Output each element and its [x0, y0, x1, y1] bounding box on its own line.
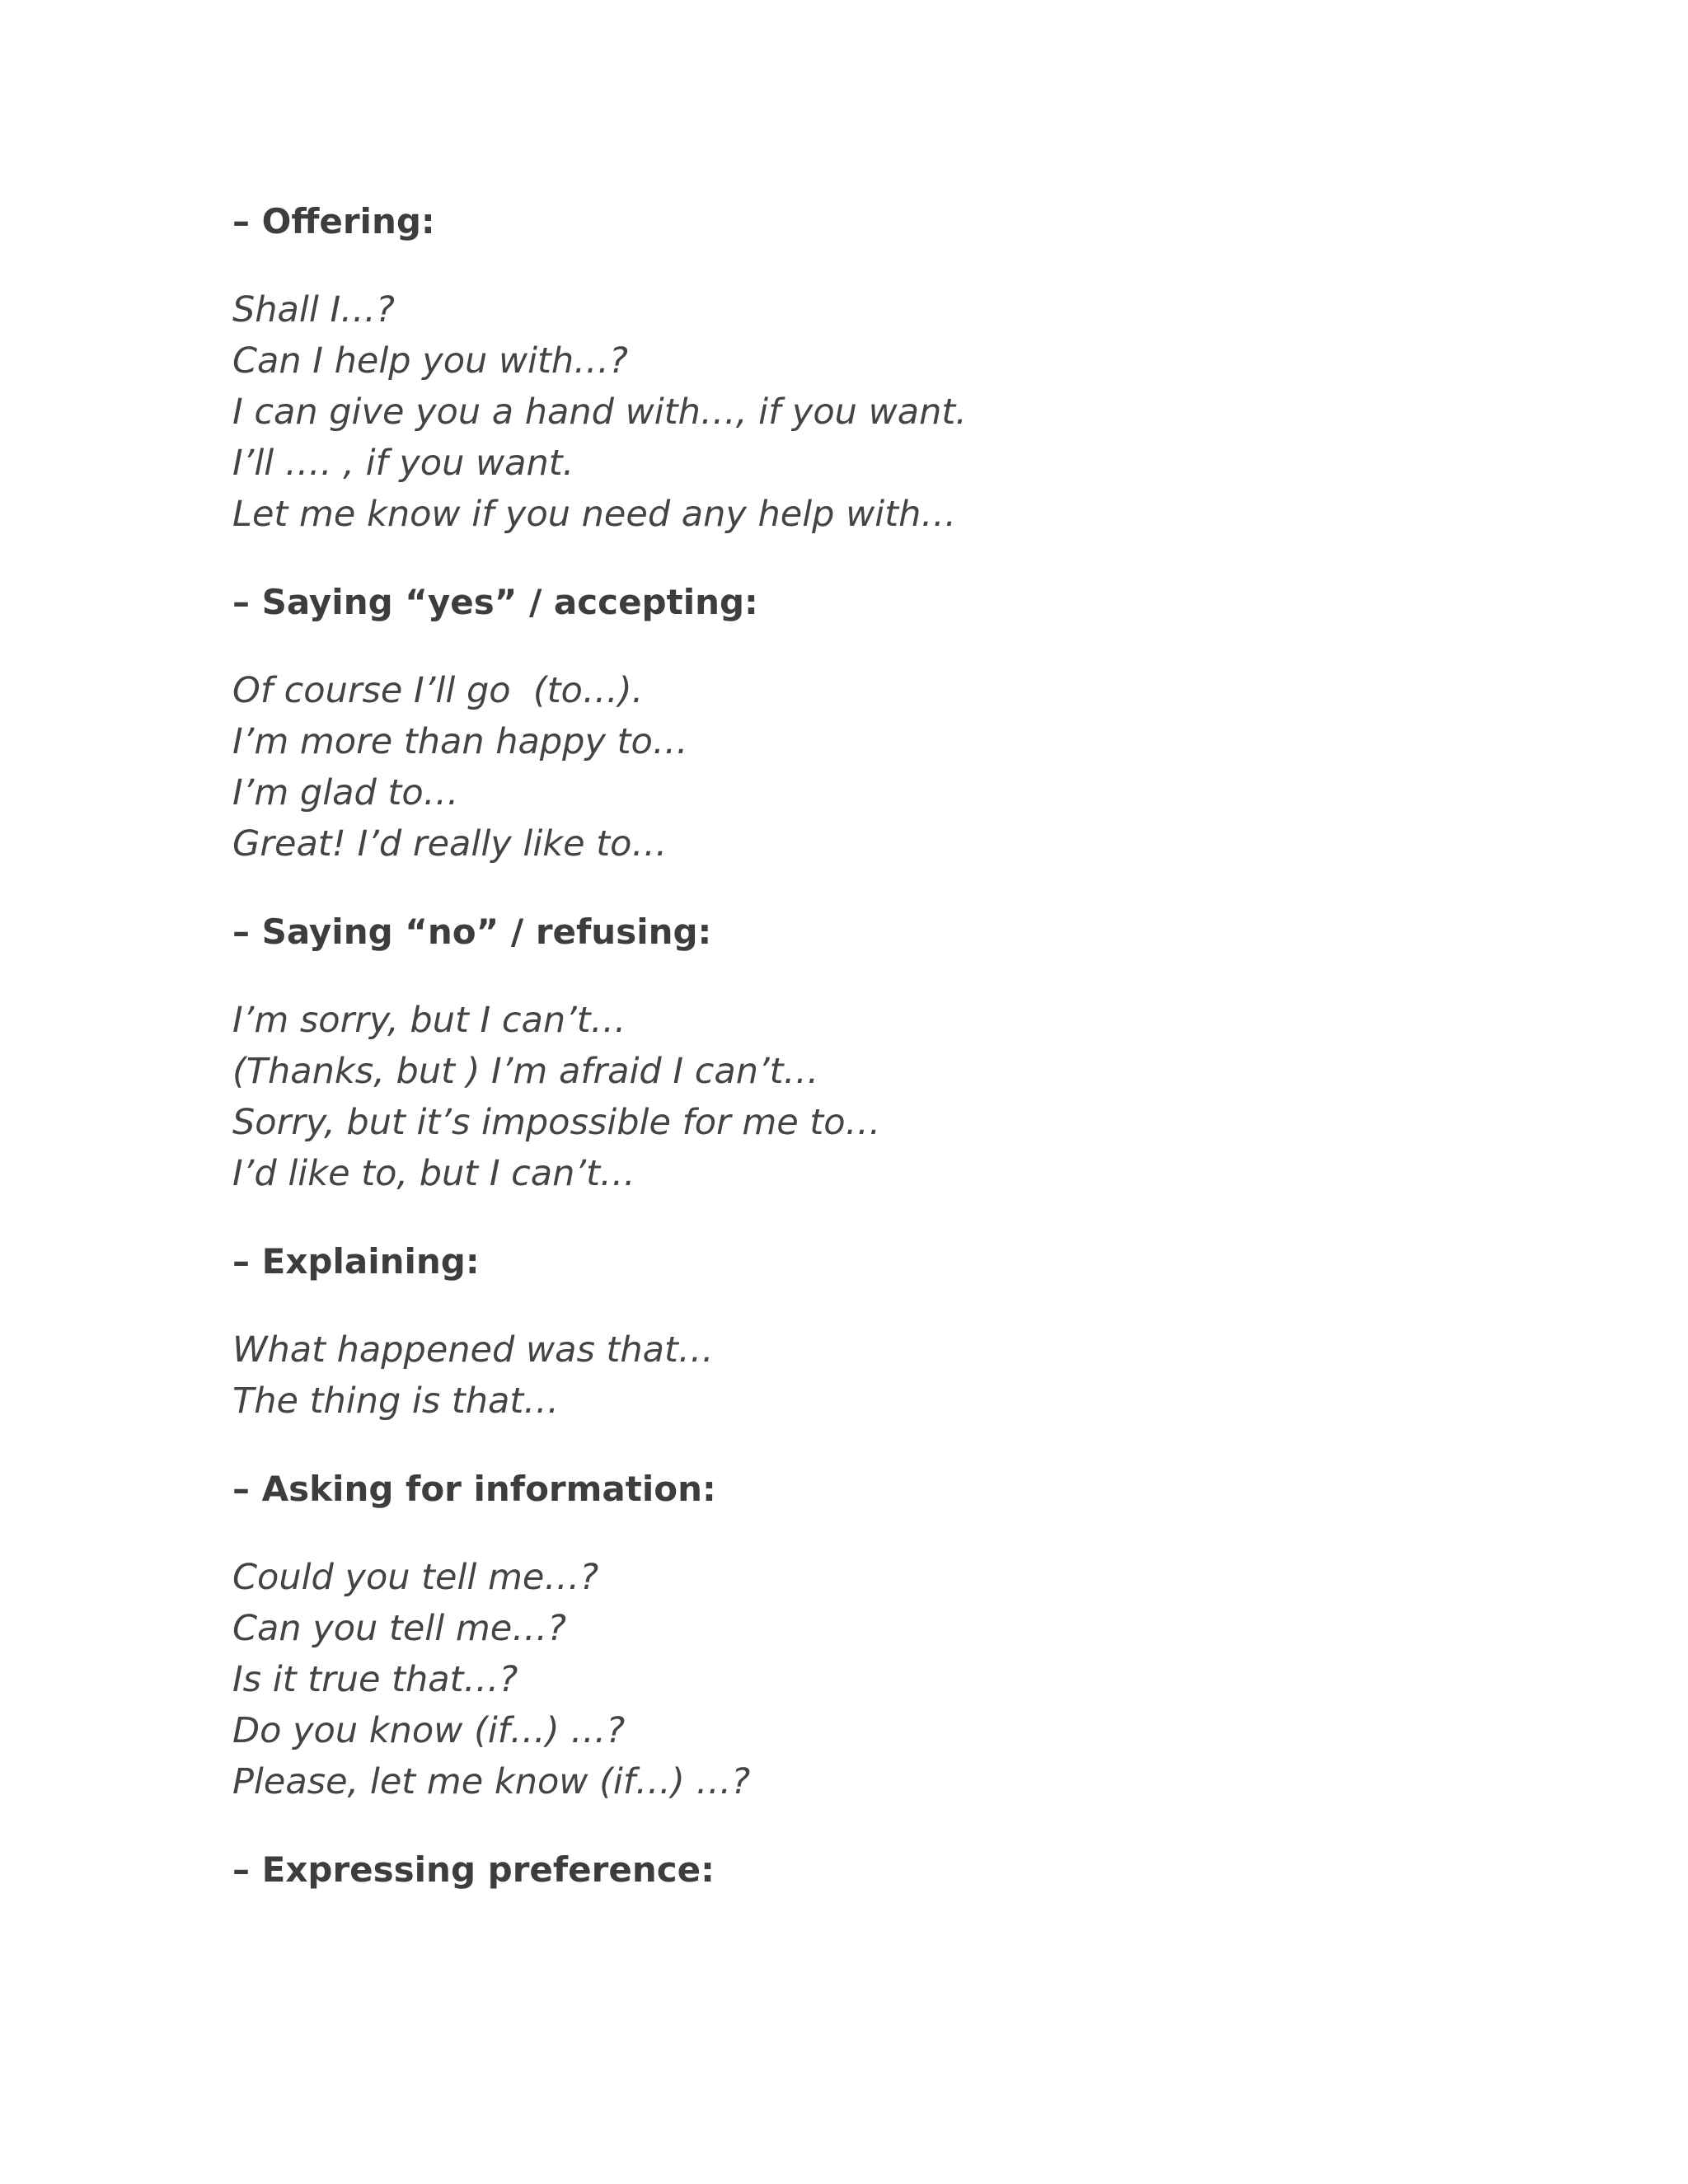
phrase-item: Do you know (if…) …? [232, 1710, 626, 1751]
phrase-list [232, 1552, 1469, 1807]
section-accepting [232, 577, 1469, 869]
phrase-item: I’m more than happy to… [232, 721, 688, 762]
phrase-item: The thing is that… [232, 1380, 560, 1422]
section-heading: – Asking for information: [232, 1469, 716, 1509]
phrase-item: Please, let me know (if…) …? [232, 1761, 751, 1802]
phrase-item: I’d like to, but I can’t… [232, 1153, 635, 1194]
phrase-item: Can you tell me…? [232, 1608, 567, 1649]
phrase-item: What happened was that… [232, 1329, 714, 1371]
phrase-item: I’m glad to… [232, 772, 459, 813]
section-heading: – Offering: [232, 201, 435, 241]
phrase-item: I’ll …. , if you want. [232, 443, 574, 484]
phrase-item: (Thanks, but ) I’m afraid I can’t… [232, 1051, 819, 1092]
phrase-list [232, 284, 1469, 540]
phrase-item: Could you tell me…? [232, 1557, 599, 1598]
section-expressing-preference [232, 1844, 1469, 1896]
section-heading: – Saying “yes” / accepting: [232, 582, 758, 622]
phrase-list [232, 995, 1469, 1199]
phrase-item: Can I help you with…? [232, 340, 628, 382]
phrase-item: Shall I…? [232, 289, 395, 330]
phrase-item: Let me know if you need any help with… [232, 494, 957, 535]
section-heading: – Expressing preference: [232, 1849, 715, 1890]
phrase-item: Of course I’ll go (to…). [232, 670, 644, 711]
section-explaining [232, 1236, 1469, 1427]
phrase-item: Is it true that…? [232, 1659, 518, 1700]
phrase-item: Sorry, but it’s impossible for me to… [232, 1102, 881, 1143]
phrase-item: I’m sorry, but I can’t… [232, 1000, 626, 1041]
section-refusing [232, 907, 1469, 1199]
section-heading: – Explaining: [232, 1241, 480, 1282]
section-heading: – Saying “no” / refusing: [232, 912, 712, 952]
phrase-list [232, 1324, 1469, 1427]
section-offering [232, 196, 1469, 540]
document-content [232, 196, 1469, 1933]
phrase-item: Great! I’d really like to… [232, 823, 668, 865]
phrase-item: I can give you a hand with…, if you want. [232, 391, 967, 433]
section-asking-information [232, 1464, 1469, 1807]
phrase-list [232, 665, 1469, 869]
